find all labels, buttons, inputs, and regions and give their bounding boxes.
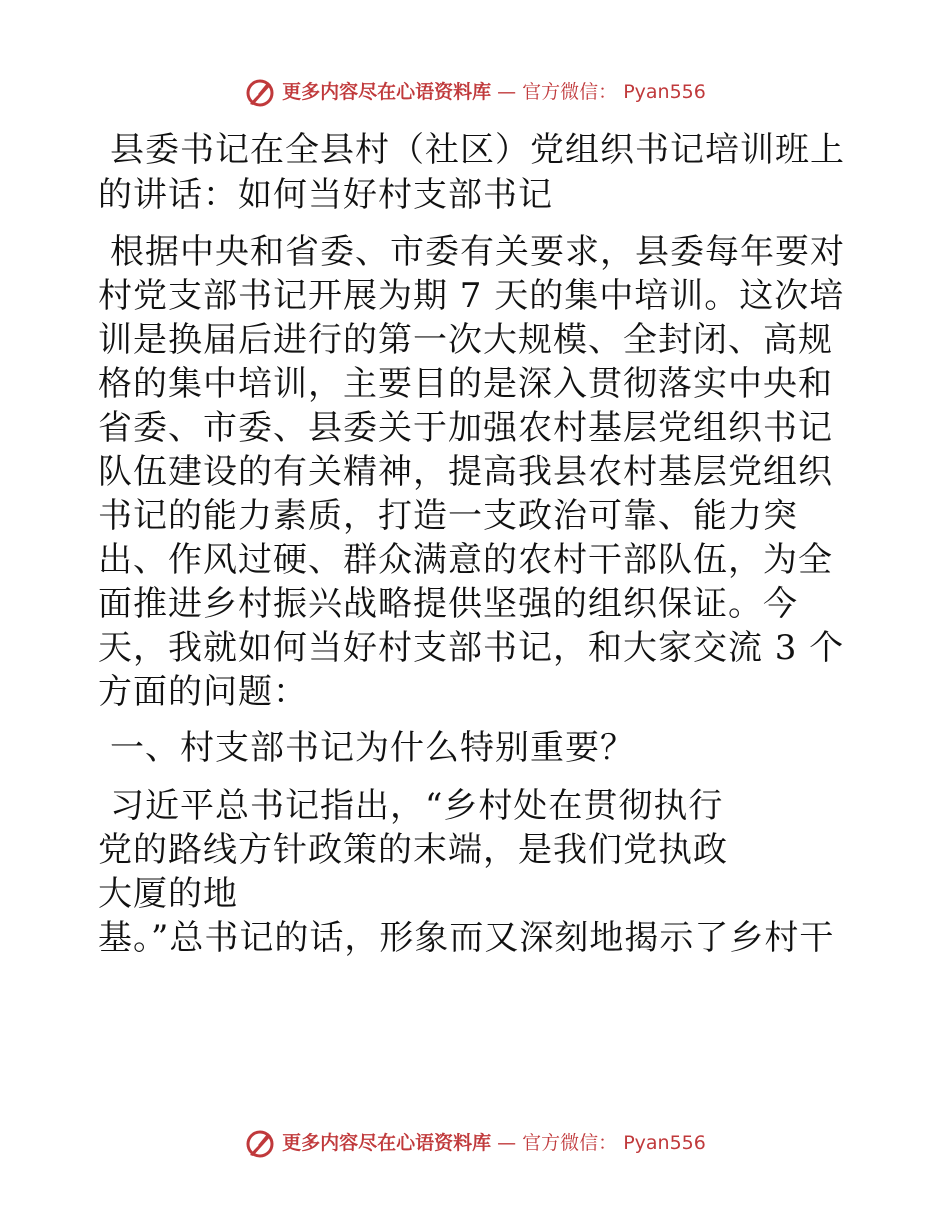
watermark-header bbox=[0, 76, 950, 108]
section-paragraph bbox=[98, 784, 858, 960]
watermark-wechat-id: Pyan556 bbox=[623, 81, 706, 103]
watermark-official-label: 官方微信： bbox=[522, 1132, 618, 1154]
watermark-brand: 更多内容尽在心语资料库 bbox=[282, 81, 492, 103]
feather-pen-logo-icon bbox=[244, 1127, 276, 1159]
section-paragraph-line-2: 基。”总书记的话，形象而又深刻地揭示了乡村干 bbox=[98, 918, 835, 958]
watermark-dash: — bbox=[497, 81, 517, 103]
watermark-brand: 更多内容尽在心语资料库 bbox=[282, 1132, 492, 1154]
document-body bbox=[98, 128, 858, 960]
watermark-official-label: 官方微信： bbox=[522, 81, 618, 103]
feather-pen-logo-icon bbox=[244, 76, 276, 108]
section-heading: 一、村支部书记为什么特别重要？ bbox=[110, 728, 635, 768]
document-title: 县委书记在全县村（社区）党组织书记培训班上的讲话：如何当好村支部书记 bbox=[98, 130, 845, 215]
watermark-dash: — bbox=[497, 1132, 517, 1154]
watermark-wechat-id: Pyan556 bbox=[623, 1132, 706, 1154]
intro-paragraph: 根据中央和省委、市委有关要求，县委每年要对村党支部书记开展为期 7 天的集中培训。这次培训是换届后进行的第一次大规模、全封闭、高规格的集中培训，主要目的是深入贯彻落实中央和省委、市委、县委关于加强农村基层党组织书记队伍建设的有关精神，提高我县农村基层党组织书记的能力素质，打造一支政治可靠、能力突出、作风过硬、群众满意的农村干部队伍，为全面推进乡村振兴战略提供坚强的组织保证。今天，我就如何当好村支部书记，和大家交流 3 个方面的问题： bbox=[98, 232, 845, 712]
section-paragraph-line-1: 习近平总书记指出，“乡村处在贯彻执行党的路线方针政策的末端，是我们党执政大厦的地 bbox=[98, 786, 728, 914]
watermark-footer bbox=[0, 1127, 950, 1159]
